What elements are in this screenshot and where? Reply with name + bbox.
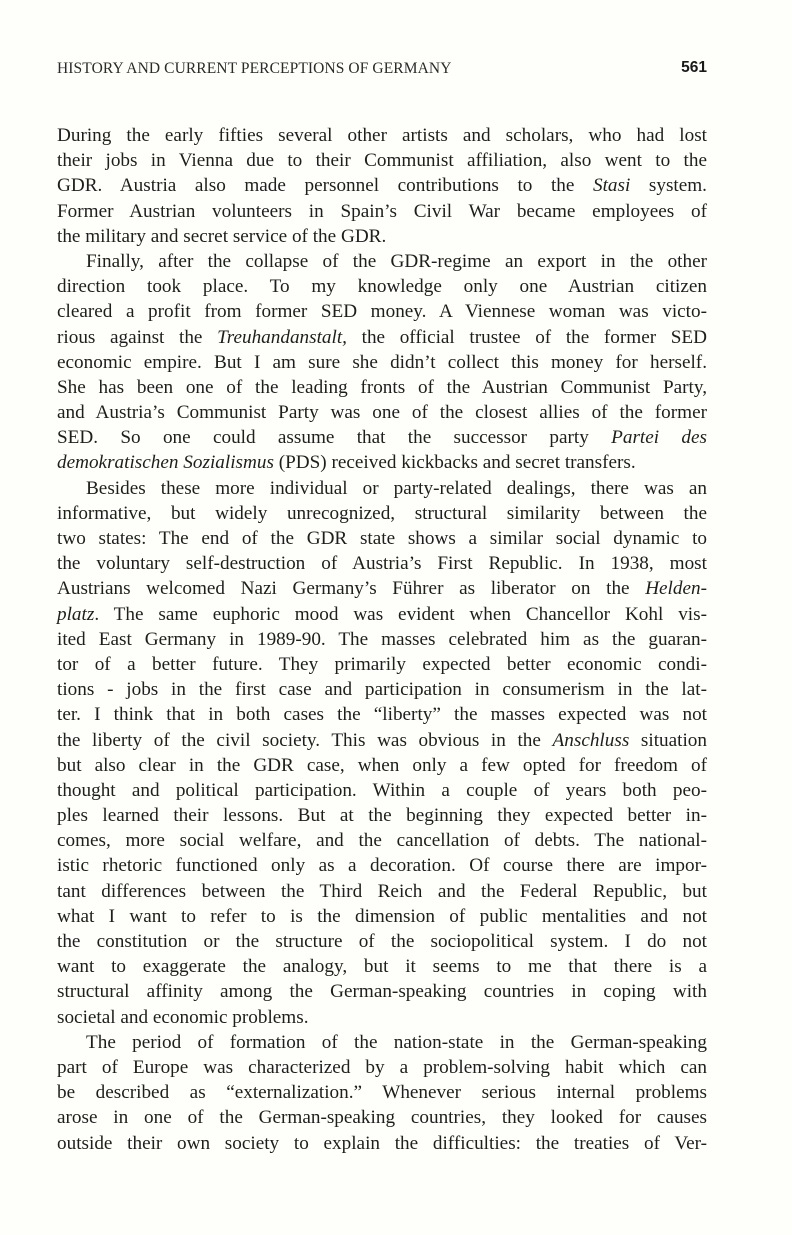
text-line (57, 249, 707, 274)
text-line (57, 1055, 707, 1080)
text-run: part of Europe was characterized by a problem-solving habit which can (57, 1056, 707, 1078)
text-run: direction took place. To my knowledge only one Austrian citizen (57, 276, 707, 298)
text-run: comes, more social welfare, and the cancellation of debts. The national- (57, 830, 707, 852)
text-run: and Austria’s Communist Party was one of the closest allies of the former (57, 402, 707, 424)
text-run: situation (629, 729, 707, 751)
text-line (57, 778, 707, 803)
text-run: tant differences between the Third Reich and the Federal Republic, but (57, 880, 707, 902)
text-line (57, 954, 707, 979)
text-line (57, 652, 707, 677)
text-run: (PDS) received kickbacks and secret transfers. (273, 452, 636, 474)
text-run: Austrians welcomed Nazi Germany’s Führer as liberator on the (57, 578, 646, 600)
text-run: ited East Germany in 1989-90. The masses celebrated him as the guaran- (57, 628, 707, 650)
text-line (57, 375, 707, 400)
text-line (57, 526, 707, 551)
page-number: 561 (681, 59, 707, 76)
text-run: GDR. Austria also made personnel contributions to the (57, 175, 593, 197)
italic-term: Stasi (592, 175, 631, 197)
text-line (57, 325, 707, 350)
text-line (57, 1030, 707, 1055)
body-text (57, 123, 707, 1156)
text-line (57, 1080, 707, 1105)
italic-term: platz (57, 603, 95, 625)
text-run: be described as “externalization.” Whenever serious internal problems (57, 1082, 707, 1104)
text-line (57, 753, 707, 778)
text-line (57, 602, 707, 627)
text-line (57, 828, 707, 853)
text-line (57, 148, 707, 173)
text-run: SED. So one could assume that the successor party (57, 427, 612, 449)
text-run: ter. I think that in both cases the “liberty” the masses expected was not (57, 704, 707, 726)
text-line (57, 476, 707, 501)
text-line (57, 551, 707, 576)
text-run: the voluntary self-destruction of Austria’s First Republic. In 1938, most (57, 553, 707, 575)
text-line (57, 400, 707, 425)
text-run: arose in one of the German-speaking countries, they looked for causes (57, 1107, 707, 1129)
text-line (57, 728, 707, 753)
text-run: economic empire. But I am sure she didn’t collect this money for herself. (57, 351, 707, 373)
text-line (57, 224, 707, 249)
text-line (57, 803, 707, 828)
text-line (57, 501, 707, 526)
text-run: Finally, after the collapse of the GDR-regime an export in the other (86, 250, 707, 272)
text-run: what I want to refer to is the dimension of public mentalities and not (57, 905, 707, 927)
text-run: system. (630, 175, 707, 197)
text-run: . The same euphoric mood was evident when Chancellor Kohl vis- (94, 603, 707, 625)
text-line (57, 450, 707, 475)
text-line (57, 879, 707, 904)
text-run: rious against the (57, 326, 218, 348)
text-run: thought and political participation. Within a couple of years both peo- (57, 779, 707, 801)
text-run: Former Austrian volunteers in Spain’s Civil War became employees of (57, 200, 707, 222)
text-line (57, 173, 707, 198)
italic-term: Partei des (611, 427, 707, 449)
text-line (57, 979, 707, 1004)
text-run: the military and secret service of the GDR. (57, 225, 387, 247)
text-line (57, 299, 707, 324)
text-run: The period of formation of the nation-state in the German-speaking (86, 1031, 707, 1053)
text-line (57, 702, 707, 727)
text-run: tor of a better future. They primarily expected better economic condi- (57, 653, 707, 675)
text-run: istic rhetoric functioned only as a decoration. Of course there are impor- (57, 855, 707, 877)
italic-term: Helden- (645, 578, 707, 600)
text-run: want to exaggerate the analogy, but it seems to me that there is a (57, 956, 707, 978)
text-line (57, 904, 707, 929)
text-run: their jobs in Vienna due to their Communist affiliation, also went to the (57, 150, 707, 172)
text-run: the liberty of the civil society. This was obvious in the (57, 729, 553, 751)
text-line (57, 199, 707, 224)
running-head (57, 60, 707, 84)
text-run: societal and economic problems. (57, 1006, 309, 1028)
text-run: cleared a profit from former SED money. A Viennese woman was victo- (57, 301, 707, 323)
text-run: but also clear in the GDR case, when only a few opted for freedom of (57, 754, 707, 776)
italic-term: Anschluss (552, 729, 630, 751)
text-run: She has been one of the leading fronts of the Austrian Communist Party, (57, 376, 707, 398)
text-run: During the early fifties several other artists and scholars, who had lost (57, 125, 707, 146)
text-line (57, 677, 707, 702)
text-line (57, 1131, 707, 1156)
text-line (57, 929, 707, 954)
paragraph (57, 123, 707, 249)
text-run: the constitution or the structure of the sociopolitical system. I do not (57, 931, 707, 952)
text-run: two states: The end of the GDR state shows a similar social dynamic to (57, 528, 707, 549)
text-run: structural affinity among the German-speaking countries in coping with (57, 981, 707, 1003)
text-run: outside their own society to explain the difficulties: the treaties of Ver- (57, 1132, 707, 1154)
text-run: Besides these more individual or party-related dealings, there was an (86, 477, 707, 499)
text-run: the official trustee of the former SED (346, 326, 707, 348)
text-line (57, 274, 707, 299)
text-run: tions - jobs in the first case and participation in consumerism in the lat- (57, 679, 707, 701)
text-line (57, 1005, 707, 1030)
running-title: HISTORY AND CURRENT PERCEPTIONS OF GERMANY (57, 60, 452, 77)
text-run: ples learned their lessons. But at the beginning they expected better in- (57, 805, 707, 827)
text-line (57, 123, 707, 148)
paragraph (57, 1030, 707, 1156)
text-line (57, 576, 707, 601)
paragraph (57, 249, 707, 476)
text-line (57, 350, 707, 375)
italic-term: demokratischen Sozialismus (57, 452, 274, 474)
text-line (57, 1105, 707, 1130)
text-line (57, 627, 707, 652)
text-line (57, 853, 707, 878)
text-run: informative, but widely unrecognized, structural similarity between the (57, 502, 707, 524)
text-line (57, 425, 707, 450)
paragraph (57, 476, 707, 1030)
italic-term: Treuhandanstalt, (217, 326, 347, 348)
